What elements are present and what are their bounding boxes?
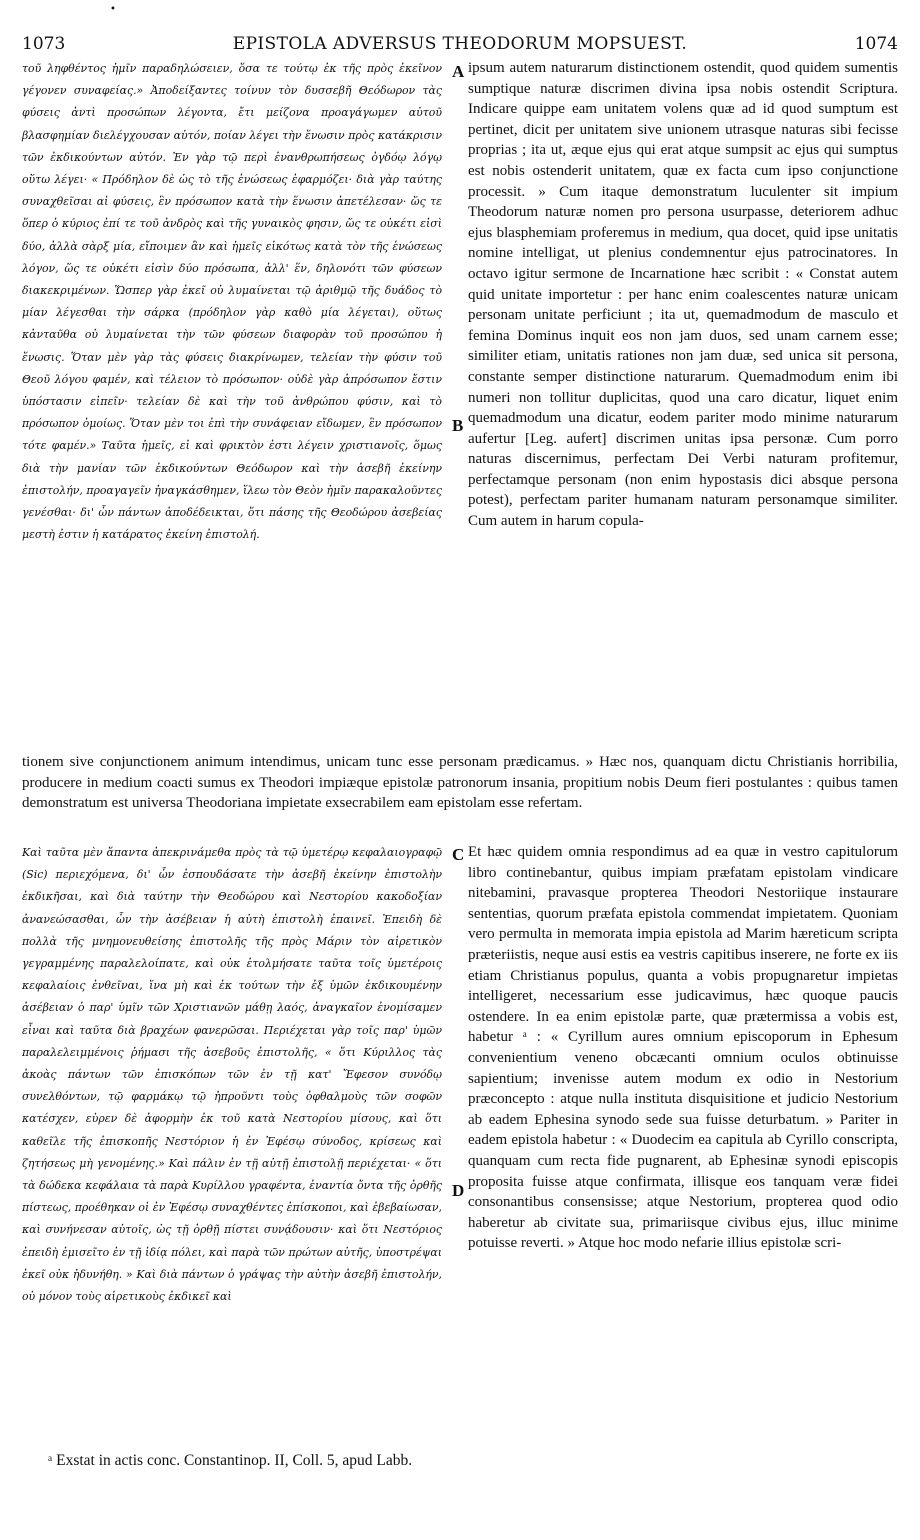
page-number-right: 1074 xyxy=(854,34,898,54)
margin-marker-b: B xyxy=(452,416,464,435)
margin-marker-a: A xyxy=(452,62,465,81)
bridge-paragraph: tionem sive conjunctionem animum intendimus, unicam tunc esse personam prædicamus. » Hæc nos, quanquam dictu Christianis horribilia, producere in medium coacti sumus ex Theodori impiæque epistolæ patronorum insania, propitium nobis Deum fieri postulantes : quibus tamen demonstratum est universa Theodoriana impietate exsecrabilem eam epistolam esse refertam. xyxy=(22,754,898,811)
latin-column-c: Et hæc quidem omnia respondimus ad ea quæ in vestro capitulorum libro continebantur, quibus impiam præfatam epistolam vindicare nitebamini, pravasque propterea Theodori Nestoriique instaurare sententias, quorum præfata epistola commendat impietatem. Quoniam vero permulta in memorata impia epistola ad Marim hæreticum scripta præteriistis, neque ausi estis ea vestris capitibus inserere, ne forte ex iis etiam Christianus populus, quanta a vobis propugnaretur impietas intelligeret, necessarium esse judicavimus, hæc quoque paucis ostendere. In ea enim epistolæ parte, quæ prætermissa a vobis est, habetur ᵃ : « Cyrillum aures omnium episcoporum in Ephesum convenientium veneno obcæcanti omnium oculos obtinuisse sapientium; invenisse autem modum ex odio in Nestorium præconcepto : atque nulla instituta disquisitione et judicio Nestorium ab eadem Ephesina synodo sede sua fuisse deturbatum. » Pariter in eadem epistola habetur : « Duodecim ea capitula ab Cyrillo conscripta, quanquam cum recta fide pugnarent, ab Ephesinæ synodi episcopis proposita fuisse atque confirmata, illisque eos tanquam veræ fidei consonantibus consensisse; atque Nestorium, propterea quod odio haberetur ab civitate sua, primariisque civibus ejus, illuc minime potuisse reverti. » Atque hoc modo nefarie illius epistolæ scri- xyxy=(468,844,898,1252)
footnote: ᵃ Exstat in actis conc. Constantinop. II, Coll. 5, apud Labb. xyxy=(48,1452,413,1469)
latin-column-a: ipsum autem naturarum distinctionem ostendit, quod quidem sumentis sumptique naturæ discrimen divina ipsa nobis ostendit Scriptura. Indicare quippe eam unitatem volens quæ ad id quod sumptum est pertinet, dicit per unitatem sive unionem utrasque naturas sibi fecisse proprias ; ita ut, æque ejus qui erat atque sumpsit ac ejus qui sumptus est nobis ostenderit unitatem, quæ ex facta cum ipso conjunctione processit. » Cum itaque demonstratum luculenter sit impium Theodorum naturæ nomen pro persona usurpasse, deteriorem adhuc ejus blasphemiam proferemus in medium, qua docet, quid ipse unitatis nomine intelligat, ut plenius condemnentur ejus patrocinatores. In octavo igitur sermone de Incarnatione hæc scribit : « Constat autem quid unitate importetur : per hanc enim coalescentes naturæ unicam personam unitate perficiunt ; ita ut, quemadmodum de masculo et femina Dominus inquit eos non jam duos, sed unam carnem esse; similiter etiam, unitatis rationes non jam duæ, sed unica sit persona, constante semper distinctione naturarum. Quemadmodum enim ibi numeri non tollitur duplicitas, quod una caro dicatur, liquet enim quemadmodum una dicatur, eodem pariter modo minime naturarum aufertur [Leg. aufert] discrimen unitas ipsa personæ. Cum porro naturas discernimus, perfectam Dei Verbi naturam profitemur, perfectamque personam (non enim hypostasis dici absque persona potest), perfectam pariter humanam naturam personamque similiter. Cum autem in harum copula- xyxy=(468,60,898,530)
margin-marker-c: C xyxy=(452,845,465,864)
running-title: EPISTOLA ADVERSUS THEODORUM MOPSUEST. xyxy=(232,34,688,54)
stray-mark: • xyxy=(110,4,116,15)
margin-marker-d: D xyxy=(452,1181,465,1200)
page-number-left: 1073 xyxy=(22,34,66,54)
page-header xyxy=(22,4,898,54)
greek-column-a: τοῦ ληφθέντος ἡμῖν παραδηλώσειεν, ὅσα τε τούτῳ ἐκ τῆς πρὸς ἐκεῖνον γέγονεν συναφείας.» Ἀποδείξαντες τοίνυν τὸν δυσσεβῆ Θεόδωρον τὰς φύσεις ἀντὶ προσώπων λέγοντα, ἔτι μείζονα προαγάγωμεν αὐτοῦ βλασφημίαν διελέγχουσαν αὐτόν, ποίαν λέγει τὴν ἕνωσιν πρὸς κατάκρισιν τῶν ἐκδικούντων αὐτόν. Ἐν γὰρ τῷ περὶ ἐνανθρωπήσεως ὀγδόῳ λόγῳ οὕτω λέγει· « Πρόδηλον δὲ ὡς τὸ τῆς ἑνώσεως ἐφαρμόζει· διὰ γὰρ ταύτης συναχθεῖσαι αἱ φύσεις, ἓν πρόσωπον κατὰ τὴν ἕνωσιν ἀπετέλεσαν· ὥς τε ὅπερ ὁ κύριος ἐπί τε τοῦ ἀνδρὸς καὶ τῆς γυναικὸς φησιν, ὥς τε οὐκέτι εἰσὶ δύο, ἀλλὰ σὰρξ μία, εἴποιμεν ἂν καὶ ἡμεῖς εἰκότως κατὰ τὸν τῆς ἑνώσεως λόγον, ὥς τε οὐκέτι εἰσὶν δύο πρόσωπα, ἀλλ' ἕν, δηλονότι τῶν φύσεων διακεκριμένων. Ὥσπερ γὰρ ἐκεῖ οὐ λυμαίνεται τῷ ἀριθμῷ τῆς δυάδος τὸ μίαν λέγεσθαι τὴν σάρκα (πρόδηλον γὰρ καθὸ μία λέγεται), οὕτως κἀνταῦθα οὐ λυμαίνεται τὴν τῶν φύσεων διαφορὰν τοῦ προσώπου ἡ ἕνωσις. Ὅταν μὲν γὰρ τὰς φύσεις διακρίνωμεν, τελείαν τὴν φύσιν τοῦ Θεοῦ λόγου φαμέν, καὶ τέλειον τὸ πρόσωπον· οὐδὲ γὰρ ἀπρόσωπον ἔστιν ὑπόστασιν εἰπεῖν· τελείαν δὲ καὶ τὴν τοῦ ἀνθρώπου φύσιν, καὶ τὸ πρόσωπον ὁμοίως. Ὅταν μὲν τοι ἐπὶ τὴν συνάφειαν εἴδωμεν, ἓν πρόσωπον τότε φαμέν.» Ταῦτα ἡμεῖς, εἰ καὶ φρικτὸν ἐστι λέγειν χριστιανοῖς, ὅμως διὰ τὴν μανίαν τῶν ἐκδικούντων Θεόδωρον καὶ τὴν ἀσεβῆ ἐκείνην ἐπιστολήν, προαγαγεῖν ἠναγκάσθημεν, ἵλεω τὸν Θεὸν ἡμῖν παρακαλοῦντες γενέσθαι· δι' ὧν πάντων ἀποδέδεικται, ὅτι πάσης τῆς Θεοδώρου ἀσεβείας μεστὴ ἐστιν ἡ κατάρατος ἐκείνη ἐπιστολή. xyxy=(22,62,442,542)
greek-column-c: Καὶ ταῦτα μὲν ἅπαντα ἀπεκρινάμεθα πρὸς τὰ τῷ ὑμετέρῳ κεφαλαιογραφῷ (Sic) περιεχόμενα, δι' ὧν ἐσπουδάσατε τὴν ἀσεβῆ ἐκείνην ἐπιστολὴν ἐκδικῆσαι, καὶ διὰ ταύτην τὴν Θεοδώρου καὶ Νεστορίου κακοδοξίαν ἀνανεώσασθαι, ὧν τὴν ἀσέβειαν ἡ αὐτὴ ἐπιστολὴ ἐπαινεῖ. Ἐπειδὴ δὲ πολλὰ τῆς μνημονευθείσης ἐπιστολῆς τῆς πρὸς Μάριν τὸν αἱρετικὸν γεγραμμένης παραλελοίπατε, καὶ οὐκ ἐτολμήσατε ταῦτα τοῖς ὑμετέροις κεφαλαίοις ἐνθεῖναι, ἵνα μὴ καὶ ἐκ τούτων τὴν ἐξ ὑμῶν ἐκδικουμένην ἀσέβειαν ὁ παρ' ὑμῖν τῶν Χριστιανῶν μάθῃ λαός, ἀναγκαῖον ἐνομίσαμεν εἶναι καὶ ταῦτα διὰ βραχέων φανερῶσαι. Περιέχεται γὰρ τοῖς παρ' ὑμῶν παραλελειμμένοις ῥήμασι τῆς ἀσεβοῦς ἐπιστολῆς, « ὅτι Κύριλλος τὰς ἀκοὰς πάντων τῶν ἐπισκόπων τῶν ἐν τῇ κατ' Ἔφεσον συνόδῳ συνελθόντων, τῷ φαρμάκῳ τῷ ἠπροῦντι τοὺς ὀφθαλμοὺς τῶν σοφῶν κατέσχεν, εὑρεν δὲ ἀφορμὴν ἐκ τοῦ κατὰ Νεστορίου μίσους, καὶ ὅτι καθεῖλε τῆς ἐπισκοπῆς Νεστόριον ἡ ἐν Ἐφέσῳ σύνοδος, κρίσεως καὶ ζητήσεως μὴ γενομένης.» Καὶ πάλιν ἐν τῇ αὐτῇ ἐπιστολῇ περιέχεται· « ὅτι τὰ δώδεκα κεφάλαια τὰ παρὰ Κυρίλλου γραφέντα, ἐναντία ὄντα τῆς ὀρθῆς πίστεως, προέθηκαν οἱ ἐν Ἐφέσῳ συναχθέντες ἐπίσκοποι, καὶ ἐβεβαίωσαν, καὶ συνήνεσαν αὐτοῖς, ὡς τῇ ὀρθῇ πίστει συνᾴδουσιν· καὶ ὅτι Νεστόριος ἐπειδὴ ἐμισεῖτο ἐν τῇ ἰδίᾳ πόλει, καὶ παρὰ τῶν πρώτων αὐτῆς, ὑποστρέψαι ἐκεῖ οὐκ ἠδυνήθη. » Καὶ διὰ πάντων ὁ γράψας τὴν αὐτὴν ἀσεβῆ ἐπιστολήν, οὐ μόνον τοὺς αἱρετικοὺς ἐκδικεῖ καὶ xyxy=(22,846,442,1304)
